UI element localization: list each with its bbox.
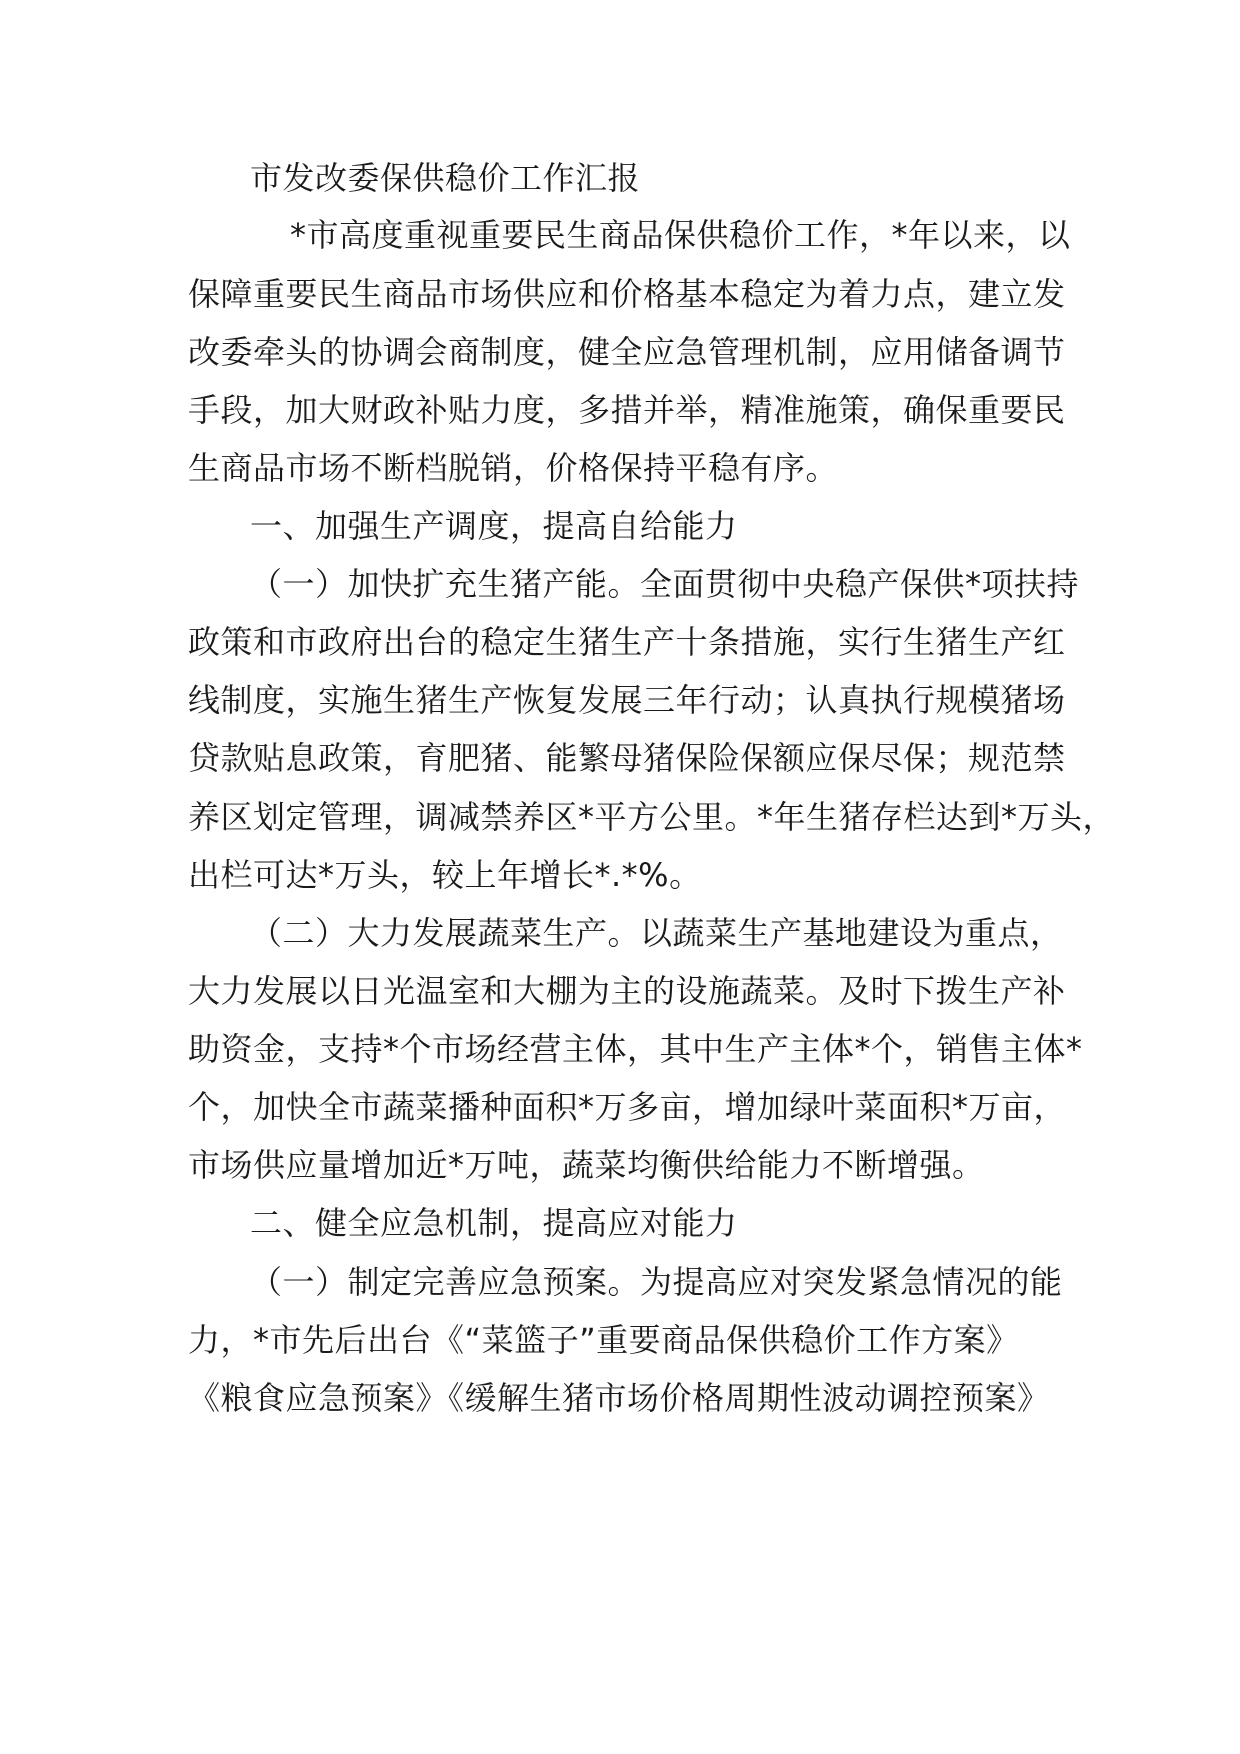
paragraph-line: 贷款贴息政策，育肥猪、能繁母猪保险保额应保尽保；规范禁 <box>188 739 1066 777</box>
paragraph-line: 政策和市政府出台的稳定生猪生产十条措施，实行生猪生产红 <box>188 623 1066 661</box>
paragraph-line: 生商品市场不断档脱销，价格保持平稳有序。 <box>188 449 839 487</box>
paragraph-line: 保障重要民生商品市场供应和价格基本稳定为着力点，建立发 <box>188 275 1066 313</box>
paragraph-line: 养区划定管理，调减禁养区*平方公里。*年生猪存栏达到*万头， <box>188 798 1116 836</box>
paragraph-line: 出栏可达*万头，较上年增长*.*%。 <box>188 856 702 894</box>
document-title: 市发改委保供稳价工作汇报 <box>250 159 641 197</box>
paragraph-line: 力，*市先后出台《“菜篮子”重要商品保供稳价工作方案》 <box>188 1321 1019 1359</box>
paragraph-line: 助资金，支持*个市场经营主体，其中生产主体*个，销售主体* <box>188 1030 1083 1068</box>
paragraph-line: 改委牵头的协调会商制度，健全应急管理机制，应用储备调节 <box>188 333 1066 371</box>
paragraph-line: 线制度，实施生猪生产恢复发展三年行动；认真执行规模猪场 <box>188 681 1066 719</box>
paragraph-line: 《粮食应急预案》《缓解生猪市场价格周期性波动调控预案》 <box>188 1379 1050 1417</box>
paragraph-line: *市高度重视重要民生商品保供稳价工作，*年以来，以 <box>290 216 1071 254</box>
section-heading: 二、健全应急机制，提高应对能力 <box>250 1204 738 1242</box>
paragraph-line: 手段，加大财政补贴力度，多措并举，精准施策，确保重要民 <box>188 391 1066 429</box>
paragraph-line: （一）制定完善应急预案。为提高应对突发紧急情况的能 <box>250 1263 1063 1301</box>
paragraph-line: 个，加快全市蔬菜播种面积*万多亩，增加绿叶菜面积*万亩， <box>188 1088 1067 1126</box>
paragraph-line: 大力发展以日光温室和大棚为主的设施蔬菜。及时下拨生产补 <box>188 972 1066 1010</box>
paragraph-line: （二）大力发展蔬菜生产。以蔬菜生产基地建设为重点， <box>250 914 1063 952</box>
section-heading: 一、加强生产调度，提高自给能力 <box>250 507 738 545</box>
paragraph-line: （一）加快扩充生猪产能。全面贯彻中央稳产保供*项扶持 <box>250 565 1080 603</box>
paragraph-line: 市场供应量增加近*万吨，蔬菜均衡供给能力不断增强。 <box>188 1146 985 1184</box>
